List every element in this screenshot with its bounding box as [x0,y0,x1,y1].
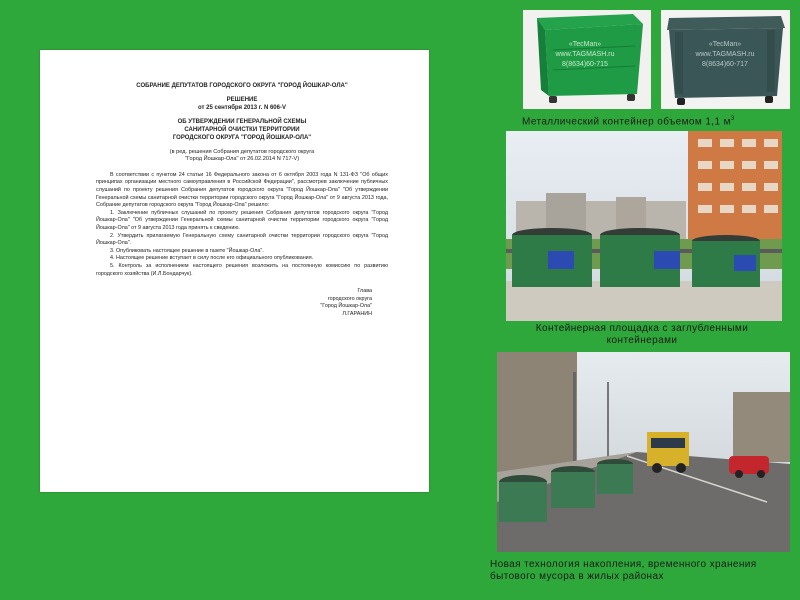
cubic-superscript: 3 [730,116,735,122]
metal-container-caption-text: Металлический контейнер объемом 1,1 м [522,116,731,128]
decree-text [96,82,388,319]
svg-text:www.TAGMASH.ru: www.TAGMASH.ru [555,51,615,58]
underground-containers-photo [506,131,782,321]
doc-header: СОБРАНИЕ ДЕПУТАТОВ ГОРОДСКОГО ОКРУГА "ГОРОД ЙОШКАР-ОЛА" [136,83,348,89]
green-bin-image [523,10,651,109]
grey-bin-image [661,10,790,109]
doc-title-line1: ОБ УТВЕРЖДЕНИИ ГЕНЕРАЛЬНОЙ СХЕМЫ [177,119,307,125]
doc-signature-name: Л.ГАРАНИН [342,310,372,317]
svg-text:«TecMan»: «TecMan» [568,41,602,48]
doc-title-line3: ГОРОДСКОГО ОКРУГА "ГОРОД ЙОШКАР-ОЛА" [172,135,312,141]
grey-plastic-bin-photo [661,10,790,109]
decree-document [40,50,429,492]
technology-caption: Новая технология накопления, временного хранения бытового мусора в жилых районах [490,559,757,582]
doc-signature-title: Глава [357,288,372,295]
doc-item-3: 3. Опубликовать настоящее решение в газете "Йошкар-Ола". [110,247,264,254]
svg-text:«TecMan»: «TecMan» [708,41,742,48]
doc-edition-line2: "Город Йошкар-Ола" от 26.02.2014 N 717-V) [184,156,300,163]
doc-title-line2: САНИТАРНОЙ ОЧИСТКИ ТЕРРИТОРИИ [184,127,300,133]
svg-text:www.TAGMASH.ru: www.TAGMASH.ru [695,51,755,58]
street-containers-photo [497,352,790,552]
street-image [497,352,790,552]
doc-edition-line1: (в ред. решения Собрания депутатов городского округа [169,149,315,155]
svg-text:8(8634)60-715: 8(8634)60-715 [562,61,608,68]
doc-item-5: 5. Контроль за исполнением настоящего решения возложить на постоянную комиссию по развитию городского хозяйства (И.Л.Бондарчук). [96,262,388,277]
doc-item-1: 1. Заключение публичных слушаний по проекту решения Собрания депутатов городского округа "Город Йошкар-Ола" "Об утверждении Генеральной схемы санитарной очистки территории городского округа "Город Йошкар-Ола" от 9 августа 2013 года принять к сведению. [96,209,388,231]
doc-item-4: 4. Настоящее решение вступает в силу после его официального опубликования. [110,255,314,262]
svg-text:8(8634)60-717: 8(8634)60-717 [702,61,748,68]
platform-caption: Контейнерная площадка с заглубленными контейнерами [535,323,749,346]
doc-decision-title: РЕШЕНИЕ [226,97,258,103]
green-metal-bin-photo [523,10,651,109]
doc-signature-city: "Город Йошкар-Ола" [320,303,372,310]
container-yard-image [506,131,782,321]
metal-container-caption [522,113,792,128]
doc-date-number: от 25 сентября 2013 г. N 606-V [198,105,286,111]
doc-signature-district: городского округа [327,295,372,302]
doc-item-2: 2. Утвердить прилагаемую Генеральную схему санитарной очистки территории городского округа "Город Йошкар-Ола". [96,232,388,247]
doc-intro-paragraph: В соответствии с пунктом 24 статьи 16 Федерального закона от 6 октября 2003 года N 131-ФЗ "Об общих принципах организации местного самоуправления в Российской Федерации", рассмотрев заключение публичных слушаний по проекту решения Собрания депутатов городского округа "Город Йошкар-Ола" "Об утверждении Генеральной схемы санитарной очистки территории городского округа "Город Йошкар-Ола" от 9 августа 2013 года, Собрание депутатов городского округа "Город Йошкар-Ола" решило: [96,171,388,209]
